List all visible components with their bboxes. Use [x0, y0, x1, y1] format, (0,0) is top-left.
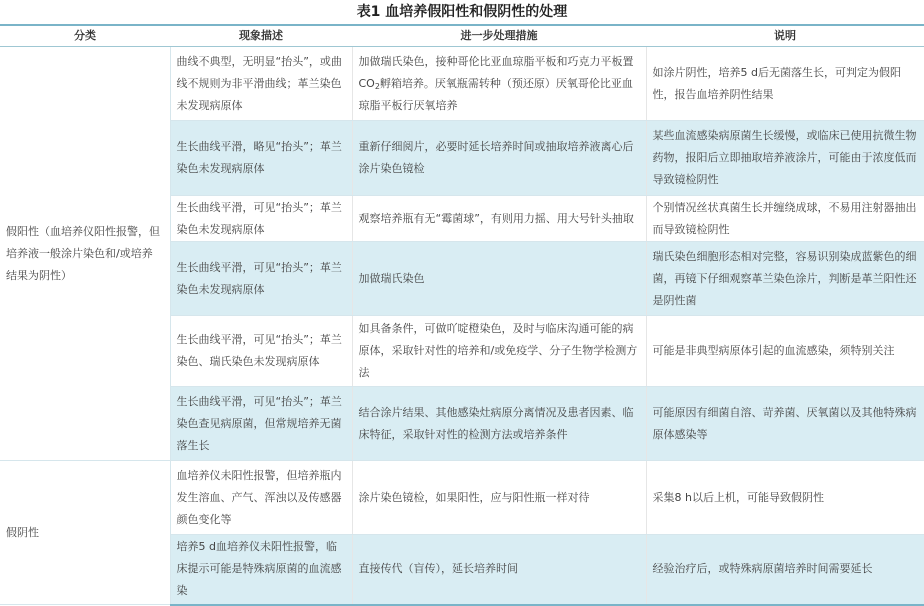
- header-explanation: 说明: [646, 25, 924, 47]
- measures-cell: 如具备条件，可做吖啶橙染色，及时与临床沟通可能的病原体，采取针对性的培养和/或免疫学、分子生物学检测方法: [352, 316, 646, 387]
- measures-cell: 结合涂片结果、其他感染灶病原分离情况及患者因素、临床特征，采取针对性的检测方法或培养条件: [352, 387, 646, 461]
- category-false-positive: 假阳性（血培养仪阳性报警，但培养液一般涂片染色和/或培养结果为阴性）: [0, 47, 170, 461]
- measures-cell: 涂片染色镜检，如果阳性，应与阳性瓶一样对待: [352, 461, 646, 535]
- measures-subscript: 2: [374, 81, 380, 91]
- measures-cell: 加做瑞氏染色: [352, 242, 646, 316]
- table-title: 表1 血培养假阳性和假阴性的处理: [356, 4, 568, 20]
- measures-cell: 观察培养瓶有无“霉菌球”，有则用力摇、用大号针头抽取: [352, 196, 646, 242]
- data-table: [0, 24, 924, 606]
- phenomenon-cell: 曲线不典型，无明显“抬头”，或曲线不规则为非平滑曲线；革兰染色未发现病原体: [170, 47, 352, 121]
- explanation-cell: 采集8 h以后上机，可能导致假阴性: [646, 461, 924, 535]
- explanation-cell: 瑞氏染色细胞形态相对完整，容易识别染成蓝紫色的细菌，再镜下仔细观察革兰染色涂片，判断是革兰阳性还是阴性菌: [646, 242, 924, 316]
- explanation-cell: 如涂片阴性，培养5 d后无菌落生长，可判定为假阳性，报告血培养阴性结果: [646, 47, 924, 121]
- phenomenon-cell: 生长曲线平滑，略见“抬头”；革兰染色未发现病原体: [170, 121, 352, 196]
- header-phenomenon: 现象描述: [170, 25, 352, 47]
- measures-text-a: 加做瑞氏染色，接种哥伦比亚血琼脂平板和巧克力平板置CO: [358, 54, 634, 90]
- explanation-cell: 某些血流感染病原菌生长缓慢，或临床已使用抗微生物药物，报阳后立即抽取培养液涂片，可能由于浓度低而导致镜检阴性: [646, 121, 924, 196]
- table-row: [0, 461, 924, 535]
- measures-cell: 重新仔细阅片，必要时延长培养时间或抽取培养液离心后涂片染色镜检: [352, 121, 646, 196]
- phenomenon-cell: 培养5 d血培养仪未阳性报警，临床提示可能是特殊病原菌的血流感染: [170, 535, 352, 605]
- header-row: [0, 25, 924, 47]
- explanation-cell: 可能是非典型病原体引起的血流感染，须特别关注: [646, 316, 924, 387]
- measures-cell: 直接传代（盲传），延长培养时间: [352, 535, 646, 605]
- phenomenon-cell: 生长曲线平滑，可见“抬头”；革兰染色查见病原菌，但常规培养无菌落生长: [170, 387, 352, 461]
- explanation-cell: 个别情况丝状真菌生长并缠绕成球，不易用注射器抽出而导致镜检阴性: [646, 196, 924, 242]
- header-measures: 进一步处理措施: [352, 25, 646, 47]
- explanation-cell: 经验治疗后，或特殊病原菌培养时间需要延长: [646, 535, 924, 605]
- measures-text-b: 孵箱培养。厌氧瓶需转种（预还原）厌氧哥伦比亚血琼脂平板行厌氧培养: [358, 76, 633, 112]
- explanation-cell: 可能原因有细菌自溶、苛养菌、厌氧菌以及其他特殊病原体感染等: [646, 387, 924, 461]
- phenomenon-cell: 生长曲线平滑，可见“抬头”；革兰染色未发现病原体: [170, 196, 352, 242]
- phenomenon-cell: 生长曲线平滑，可见“抬头”；革兰染色、瑞氏染色未发现病原体: [170, 316, 352, 387]
- table-row: [0, 47, 924, 121]
- phenomenon-cell: 生长曲线平滑，可见“抬头”；革兰染色未发现病原体: [170, 242, 352, 316]
- header-category: 分类: [0, 25, 170, 47]
- category-false-negative: 假阴性: [0, 461, 170, 605]
- phenomenon-cell: 血培养仪未阳性报警，但培养瓶内发生溶血、产气、浑浊以及传感器颜色变化等: [170, 461, 352, 535]
- measures-cell: [352, 47, 646, 121]
